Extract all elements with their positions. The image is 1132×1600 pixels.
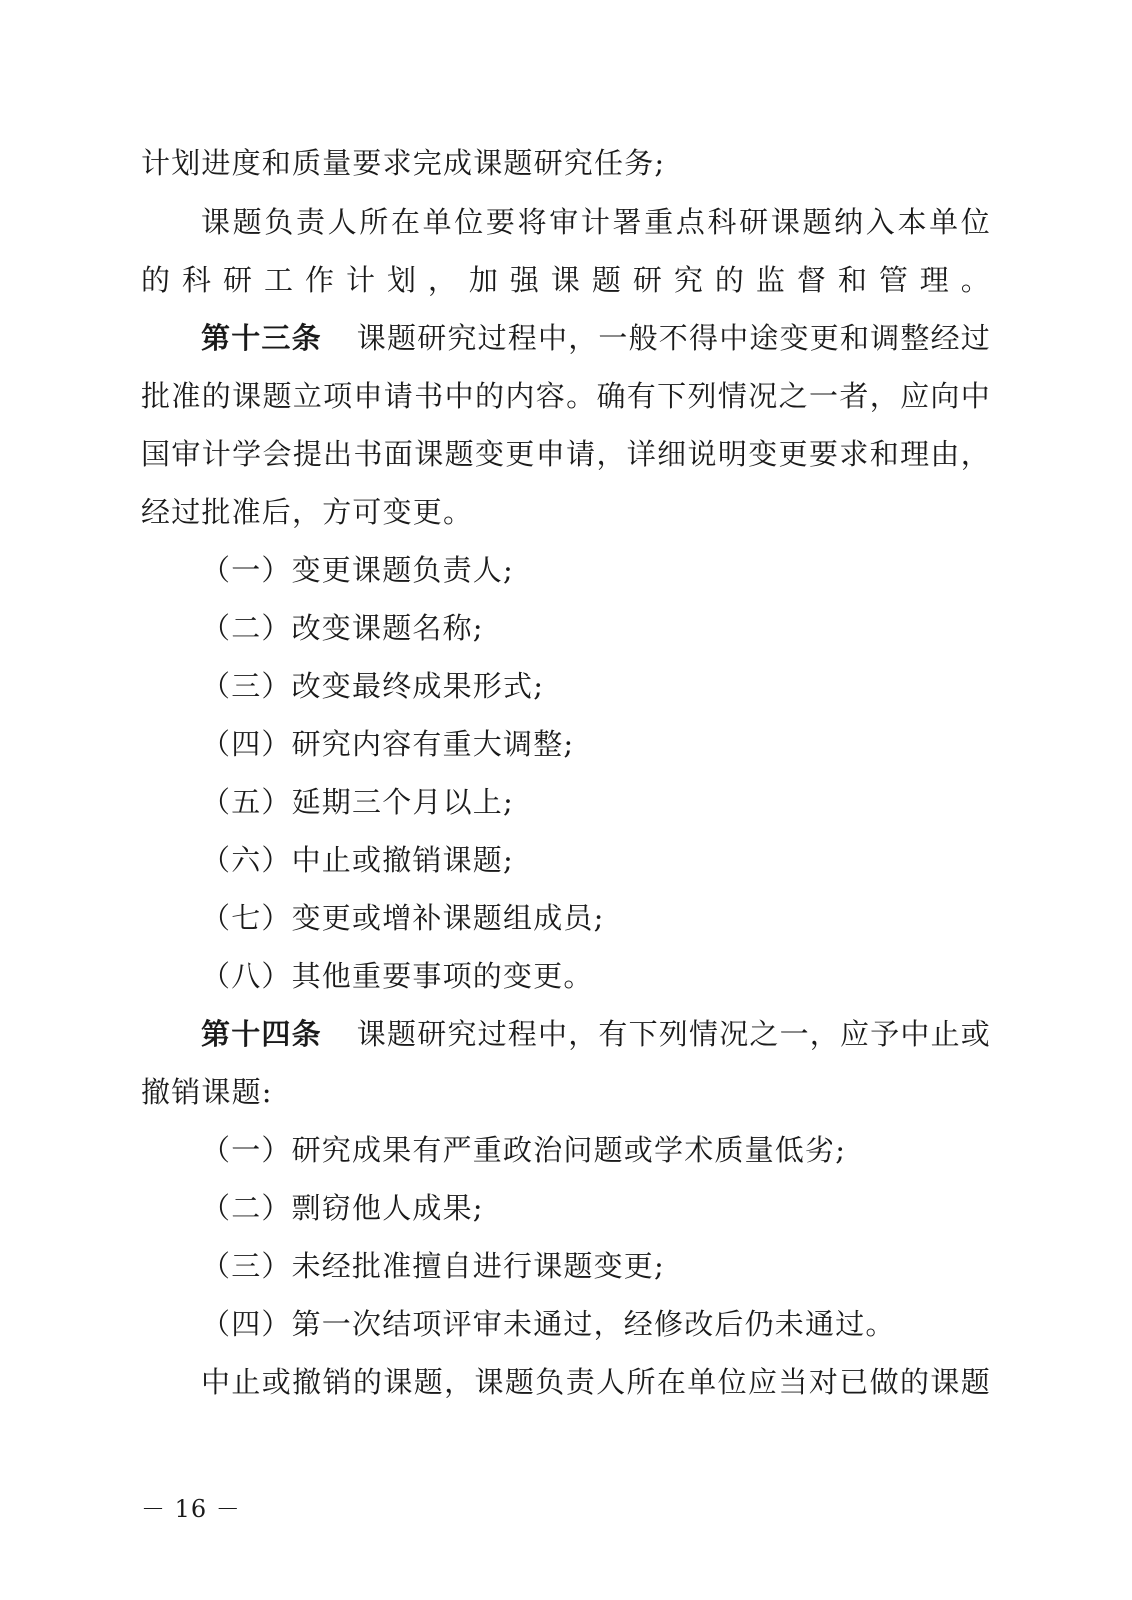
list-item-plagiarism: （二）剽窃他人成果; <box>201 1191 484 1225</box>
list-item-change-leader: （一）变更课题负责人; <box>201 553 514 587</box>
article-14-text: 课题研究过程中，有下列情况之一，应予中止或 <box>356 1017 991 1051</box>
page-number: － 16 － <box>141 1495 241 1523</box>
text-line-1: 计划进度和质量要求完成课题研究任务; <box>141 146 666 180</box>
article-14-first-line <box>201 1014 991 1054</box>
list-item-members: （七）变更或增补课题组成员; <box>201 901 605 935</box>
list-item-delay: （五）延期三个月以上; <box>201 785 514 819</box>
list-item-unauthorized-change: （三）未经批准擅自进行课题变更; <box>201 1249 665 1283</box>
article-13-text: 课题研究过程中，一般不得中途变更和调整经过 <box>356 321 991 355</box>
article-14-heading: 第十四条 <box>201 1017 322 1051</box>
text-line-7: 经过批准后，方可变更。 <box>141 495 474 529</box>
text-line-17: 撤销课题: <box>141 1075 273 1109</box>
list-item-review-failed: （四）第一次结项评审未通过，经修改后仍未通过。 <box>201 1307 896 1341</box>
text-line-3: 的科研工作计划，加强课题研究的监督和管理。 <box>141 263 991 297</box>
list-item-suspend: （六）中止或撤销课题; <box>201 843 514 877</box>
text-line-5: 批准的课题立项申请书中的内容。确有下列情况之一者，应向中 <box>141 379 991 413</box>
list-item-change-output: （三）改变最终成果形式; <box>201 669 545 703</box>
text-line-2: 课题负责人所在单位要将审计署重点科研课题纳入本单位 <box>201 205 991 239</box>
text-line-22: 中止或撤销的课题，课题负责人所在单位应当对已做的课题 <box>201 1365 991 1399</box>
text-line-6: 国审计学会提出书面课题变更申请，详细说明变更要求和理由， <box>141 437 991 471</box>
list-item-change-title: （二）改变课题名称; <box>201 611 484 645</box>
article-13-heading: 第十三条 <box>201 321 322 355</box>
article-13-first-line <box>201 318 991 358</box>
list-item-content-adjust: （四）研究内容有重大调整; <box>201 727 575 761</box>
list-item-other: （八）其他重要事项的变更。 <box>201 959 594 993</box>
list-item-political-issue: （一）研究成果有严重政治问题或学术质量低劣; <box>201 1133 847 1167</box>
